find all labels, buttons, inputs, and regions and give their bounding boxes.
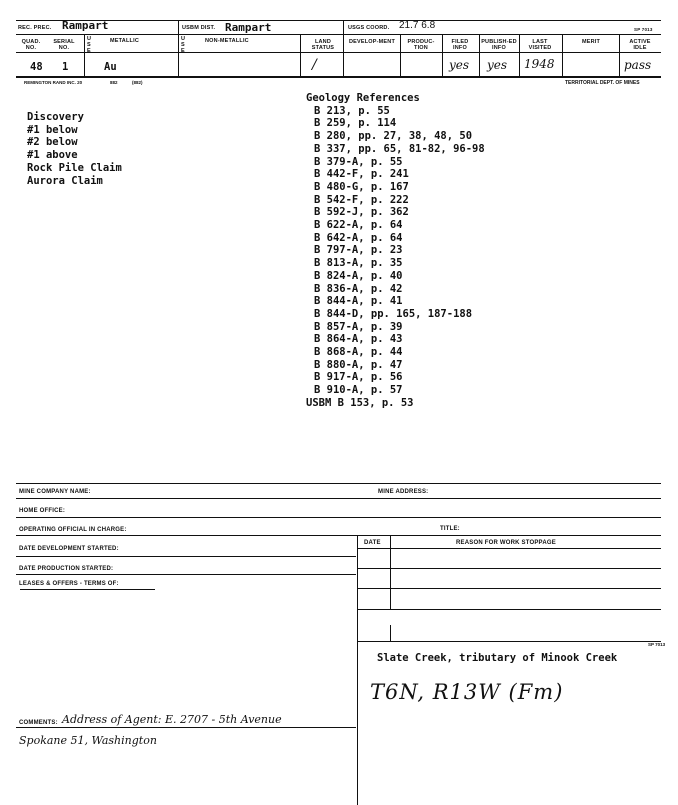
geology-ref: B 917-A, p. 56: [314, 371, 403, 384]
leases-label: LEASES & OFFERS - TERMS OF:: [19, 581, 119, 587]
col-merit: MERIT: [581, 39, 601, 45]
claim-item: #2 below: [27, 136, 78, 149]
mine-address-label: MINE ADDRESS:: [378, 489, 429, 495]
land-status-value: /: [312, 57, 317, 73]
geology-ref: B 379-A, p. 55: [314, 155, 403, 168]
rule: [16, 574, 356, 575]
col-serial-no: SERIAL NO.: [53, 39, 75, 51]
rule: [357, 609, 661, 610]
col-quad-no: QUAD. NO.: [21, 39, 41, 51]
claim-item: Aurora Claim: [27, 174, 103, 187]
col-development: DEVELOP-MENT: [348, 39, 396, 45]
divider: [343, 35, 344, 77]
rule: [357, 641, 661, 642]
divider: [300, 35, 301, 77]
rule: [16, 535, 661, 536]
geology-ref-list: [306, 105, 485, 397]
comments-line-1: Address of Agent: E. 2707 - 5th Avenue: [62, 713, 282, 726]
divider: [178, 35, 179, 77]
leases-underline: [20, 589, 155, 590]
header-bottom-rule: [16, 76, 661, 78]
last-visited-value: 1948: [524, 57, 555, 71]
rule: [357, 548, 661, 549]
geology-ref: B 280, pp. 27, 38, 48, 50: [314, 130, 473, 143]
form-number: SP 7013: [634, 27, 653, 32]
operating-official-label: OPERATING OFFICIAL IN CHARGE:: [19, 527, 127, 533]
township-range: T6N, R13W (Fm): [370, 680, 564, 704]
lower-form-top-rule: [16, 483, 661, 484]
claim-item: #1 above: [27, 149, 78, 162]
geology-ref: B 868-A, p. 44: [314, 346, 403, 359]
geology-ref: B 824-A, p. 40: [314, 269, 403, 282]
title-label: TITLE:: [440, 526, 460, 532]
divider: [562, 35, 563, 77]
col-production: PRODUC-TION: [407, 39, 435, 51]
comments-rule: [16, 727, 356, 728]
quad-no-value: 48: [30, 61, 43, 73]
geology-ref: B 910-A, p. 57: [314, 384, 403, 397]
col-filed-info: FILED INFO: [451, 39, 469, 51]
usgs-coord-value: 21.7 6.8: [399, 20, 436, 31]
claim-item: Discovery: [27, 111, 84, 123]
col-metallic-code: U S E: [87, 36, 92, 54]
divider: [390, 535, 391, 610]
printer-code: 882: [110, 80, 118, 85]
divider: [390, 625, 391, 642]
geology-ref: B 880-A, p. 47: [314, 358, 403, 371]
geology-ref: B 592-J, p. 362: [314, 206, 409, 219]
printer-mark: REMINGTON RAND INC. 20: [24, 80, 83, 85]
comments-line-2: Spokane 51, Washington: [19, 734, 157, 747]
home-office-label: HOME OFFICE:: [19, 508, 66, 514]
divider: [619, 35, 620, 77]
header-top-rule: [16, 20, 661, 21]
rule: [357, 588, 661, 589]
geology-ref: B 442-F, p. 241: [314, 168, 409, 181]
creek-location: Slate Creek, tributary of Minook Creek: [377, 652, 618, 664]
geology-ref: B 836-A, p. 42: [314, 282, 403, 295]
territorial-dept: TERRITORIAL DEPT. OF MINES: [565, 80, 640, 86]
geology-ref: B 542-F, p. 222: [314, 193, 409, 206]
usbm-dist-value: Rampart: [225, 21, 272, 34]
col-land-status: LAND STATUS: [311, 39, 335, 51]
geology-ref: USBM B 153, p. 53: [306, 396, 414, 409]
geology-ref: B 797-A, p. 23: [314, 244, 403, 257]
divider: [519, 35, 520, 77]
geology-references: [306, 92, 485, 410]
divider: [479, 35, 480, 77]
geology-ref: B 480-G, p. 167: [314, 180, 409, 193]
rule: [16, 498, 661, 499]
header-mid-rule: [16, 34, 661, 35]
active-idle-value: pass: [624, 58, 652, 72]
usbm-dist-label: USBM DIST.: [182, 25, 216, 31]
divider: [400, 35, 401, 77]
geology-ref: B 844-D, pp. 165, 187-188: [314, 307, 473, 320]
rule: [16, 556, 356, 557]
col-nonmetallic-code: U S E: [181, 36, 186, 54]
divider: [357, 535, 358, 805]
form-number-lower: SP 7013: [648, 642, 666, 647]
comments-label: COMMENTS:: [19, 720, 58, 726]
header-columns-rule: [16, 52, 661, 53]
date-production-label: DATE PRODUCTION STARTED:: [19, 566, 114, 572]
geology-ref: B 337, pp. 65, 81-82, 96-98: [314, 142, 485, 155]
reason-column-header: REASON FOR WORK STOPPAGE: [456, 540, 556, 546]
claims-list: [27, 111, 122, 187]
geology-ref: B 213, p. 55: [314, 104, 390, 117]
divider: [84, 35, 85, 77]
geology-ref: B 844-A, p. 41: [314, 295, 403, 308]
geology-ref: B 813-A, p. 35: [314, 257, 403, 270]
col-published-info: PUBLISH-ED INFO: [481, 39, 517, 51]
geology-ref: B 864-A, p. 43: [314, 333, 403, 346]
col-metallic: METALLIC: [110, 38, 139, 44]
mine-company-name-label: MINE COMPANY NAME:: [19, 489, 91, 495]
col-nonmetallic: NON-METALLIC: [205, 38, 249, 44]
geology-ref: B 642-A, p. 64: [314, 231, 403, 244]
geology-ref: B 622-A, p. 64: [314, 219, 403, 232]
serial-no-value: 1: [62, 61, 69, 73]
date-development-label: DATE DEVELOPMENT STARTED:: [19, 546, 119, 552]
geology-title: Geology References: [306, 92, 420, 104]
usgs-coord-label: USGS COORD.: [348, 25, 390, 31]
col-active-idle: ACTIVE IDLE: [629, 39, 651, 51]
rule: [357, 568, 661, 569]
geology-ref: B 259, p. 114: [314, 117, 397, 130]
claim-item: #1 below: [27, 123, 78, 136]
rec-prec-value: Rampart: [62, 19, 109, 32]
claim-item: Rock Pile Claim: [27, 161, 122, 174]
rule: [16, 517, 661, 518]
filed-info-value: yes: [449, 58, 470, 72]
col-last-visited: LAST VISITED: [528, 39, 552, 51]
printer-code-alt: (882): [132, 80, 143, 85]
date-column-header: DATE: [364, 540, 381, 546]
metallic-value: Au: [104, 61, 117, 73]
geology-ref: B 857-A, p. 39: [314, 320, 403, 333]
divider: [442, 35, 443, 77]
published-info-value: yes: [487, 58, 508, 72]
rec-prec-label: REC. PREC.: [18, 25, 52, 31]
